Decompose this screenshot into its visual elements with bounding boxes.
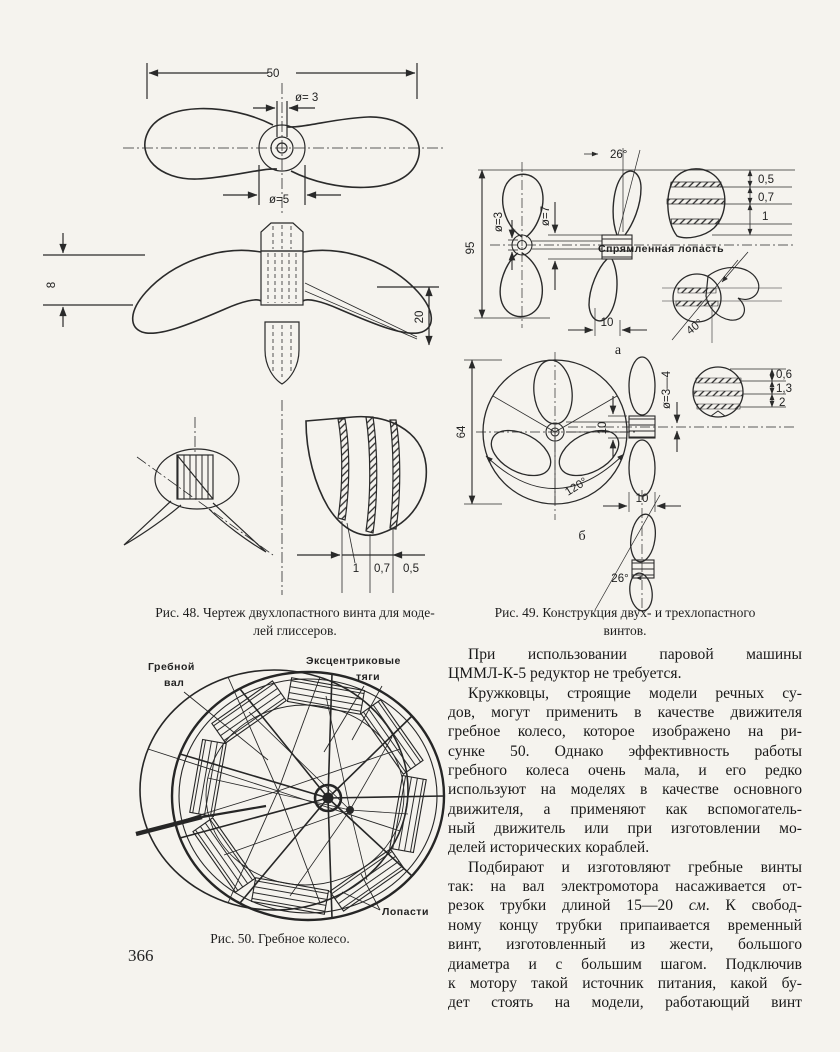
fig49-b-t3: 2 [779,397,786,409]
fig50-caption-line1: Рис. 50. Гребное колесо. [210,931,350,946]
fig49-b-dim-diameter: 64 [456,425,468,439]
paddle-wheel [136,670,444,920]
fig49-b-dim-blade-width: 10 [635,493,649,505]
fig49-b-angle-bottom: 26° [611,573,629,585]
fig48-side-view [43,223,439,384]
fig49-a-dim-height: 95 [465,241,477,255]
body-line: дет стоять на модели, работающий винт [448,994,802,1012]
body-line: Кружковцы, строящие модели речных су- [468,684,802,702]
fig48-caption-line1: Рис. 48. Чертеж двухлопастного винта для моде- [155,605,435,620]
fig50-label-shaft-1: Гребной [148,661,195,673]
fig48-top-view [123,63,445,215]
body-line: резок трубки длиной 15—20 см. К свобод- [448,897,802,915]
fig49-b-dim-hub-height: 10 [597,421,609,435]
fig48-dim-width: 50 [266,68,280,80]
fig50-caption [130,930,430,948]
fig49-straight-blade-label: Спрямленная лопасть [598,243,725,255]
fig49-propeller-construction-drawing [450,140,800,610]
fig49-b-t2: 1,3 [776,383,792,395]
body-line: дов, могут применить в качестве движителя [448,704,802,722]
page-number: 366 [128,946,154,965]
fig49-a-t2: 0,7 [758,192,774,204]
fig49-b-t1: 0,6 [776,369,792,381]
body-line: гребное колесо, которое изображено на ри- [448,723,802,741]
fig50-label-rods-1: Эксцентриковые [306,655,401,667]
body-line: ный движитель или при изготовлении мо- [448,820,802,838]
body-text-column [448,645,802,1013]
fig49-part-b [464,352,795,612]
fig48-dim-hub: ø=5 [269,194,290,206]
fig48-dim-pitch: 20 [414,310,426,324]
fig48-caption [130,604,460,639]
fig48-dim-s2: 0,7 [374,563,390,575]
fig49-caption-line1: Рис. 49. Конструкция двух- и трехлопастного [494,605,756,620]
body-line: так: на вал электромотора насаживается от- [448,878,802,896]
fig50-paddle-wheel-drawing [118,648,453,928]
fig48-dim-s3: 0,5 [403,563,419,575]
fig49-a-angle-bottom: 40° [684,317,706,338]
fig48-caption-line2: лей глиссеров. [253,622,337,638]
fig49-a-dim-width: 10 [600,317,614,329]
body-line: Подбирают и изготовляют гребные винты [468,858,802,876]
body-line: ЦММЛ-К-5 редуктор не требуется. [448,665,682,683]
fig49-b-dim-shaft: ø=3—4 [661,370,673,410]
body-line: движителя, а применяют как вспомогатель- [448,800,802,818]
fig48-two-blade-propeller-drawing [25,55,445,600]
body-line: ному концу трубки припаивается временный [448,916,802,934]
fig49-caption-line2: винтов. [603,622,647,638]
fig49-label-a: а [614,343,622,358]
paddle-boards [190,678,426,914]
body-line: используют на моделях в качестве основного [448,781,802,799]
fig49-label-b: б [578,529,586,544]
fig48-dim-thickness: 8 [46,281,58,289]
body-line: к мотору такой источник питания, какой бу- [448,974,802,992]
fig49-a-dim-hub: ø=7 [540,205,552,227]
body-line: При использовании паровой машины [468,646,802,663]
fig50-label-blades: Лопасти [382,906,429,918]
fig50-label-shaft-2: вал [164,677,185,689]
fig49-a-t1: 0,5 [758,174,774,186]
body-line: делей исторических кораблей. [448,839,650,857]
fig48-dim-s1: 1 [352,563,360,575]
fig49-a-t3: 1 [762,211,769,223]
fig49-a-angle-top: 26° [610,149,628,161]
fig48-dim-hole: ø= 3 [295,92,319,104]
body-line: винт, изготовленный из жести, большого [448,936,802,954]
body-line: сунке 50. Однако эффективность работы [448,742,802,760]
fig49-a-dim-hole: ø=3 [493,211,505,233]
fig49-b-angle: 120° [563,475,590,499]
body-line: гребного колеса очень мала, и его редко [448,762,802,780]
fig49-caption [458,604,792,639]
body-line: диаметра и с большим шагом. Подключив [448,955,802,973]
fig50-label-rods-2: тяги [356,671,381,683]
